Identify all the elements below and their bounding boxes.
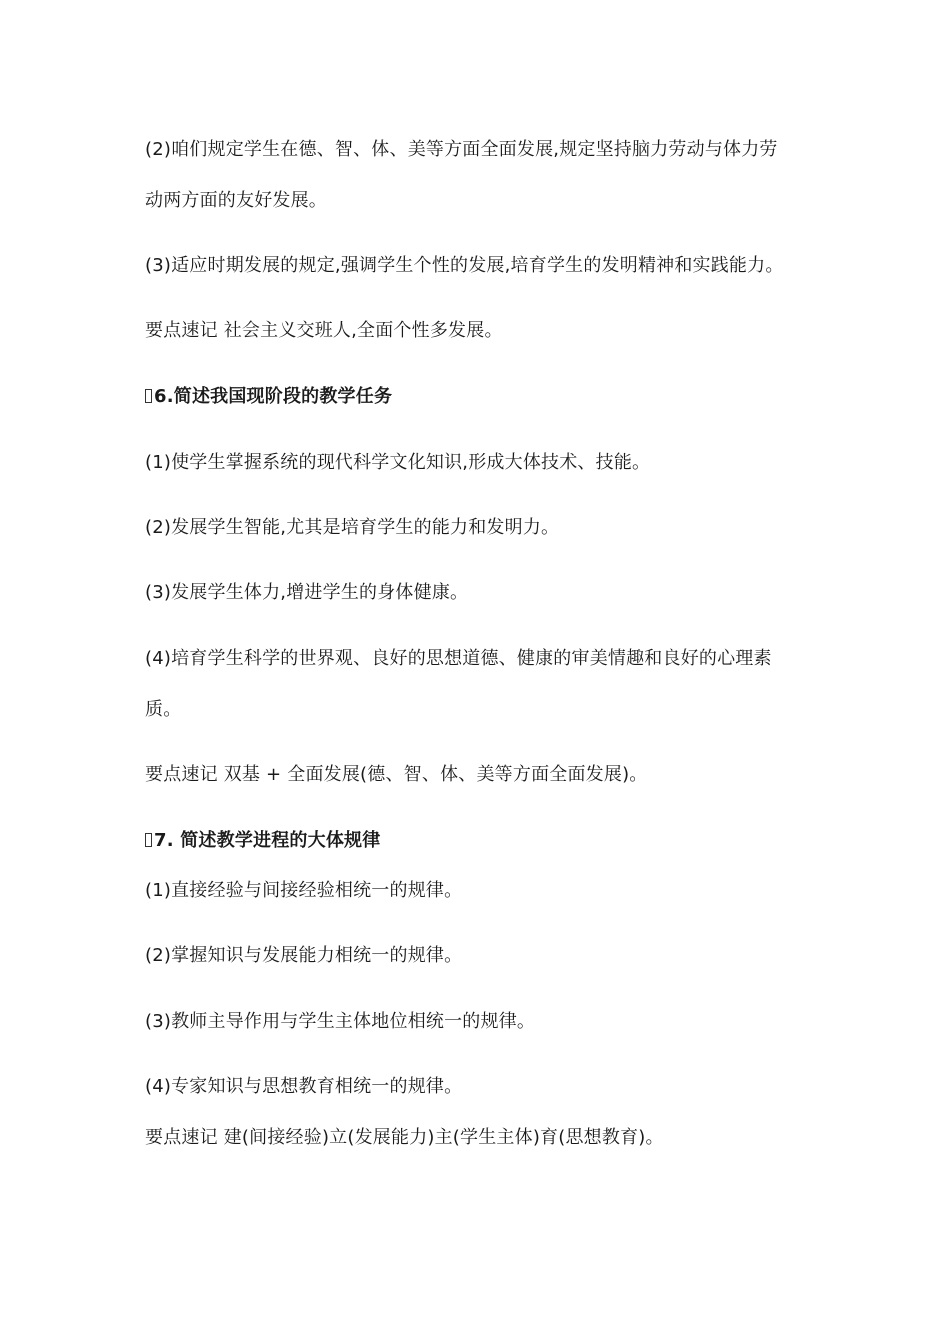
section6-item4-line2: 质。	[145, 699, 182, 720]
section7-item4: (4)专家知识与思想教育相统一的规律。	[145, 1076, 463, 1097]
section5-item2-line2: 动两方面的友好发展。	[145, 190, 327, 211]
section5-item2-line1: (2)咱们规定学生在德、智、体、美等方面全面发展,规定坚持脑力劳动与体力劳	[145, 139, 778, 160]
missing-glyph-box-icon	[145, 833, 152, 847]
section7-item1: (1)直接经验与间接经验相统一的规律。	[145, 880, 463, 901]
section5-item3: (3)适应时期发展的规定,强调学生个性的发展,培育学生的发明精神和实践能力。	[145, 255, 784, 276]
section7-summary: 要点速记 建(间接经验)立(发展能力)主(学生主体)育(思想教育)。	[145, 1127, 664, 1148]
section6-item3: (3)发展学生体力,增进学生的身体健康。	[145, 582, 469, 603]
section7-item3: (3)教师主导作用与学生主体地位相统一的规律。	[145, 1011, 536, 1032]
section7-item2: (2)掌握知识与发展能力相统一的规律。	[145, 945, 463, 966]
section6-heading	[145, 385, 392, 409]
section6-item1: (1)使学生掌握系统的现代科学文化知识,形成大体技术、技能。	[145, 452, 651, 473]
section6-summary: 要点速记 双基 + 全面发展(德、智、体、美等方面全面发展)。	[145, 764, 648, 785]
section7-title: 7. 简述教学进程的大体规律	[154, 830, 381, 851]
section6-item2: (2)发展学生智能,尤其是培育学生的能力和发明力。	[145, 517, 560, 538]
section7-heading	[145, 829, 380, 853]
section5-summary: 要点速记 社会主义交班人,全面个性多发展。	[145, 320, 503, 341]
section6-item4-line1: (4)培育学生科学的世界观、良好的思想道德、健康的审美情趣和良好的心理素	[145, 648, 772, 669]
section6-title: 6.简述我国现阶段的教学任务	[154, 386, 393, 407]
missing-glyph-box-icon	[145, 389, 152, 403]
